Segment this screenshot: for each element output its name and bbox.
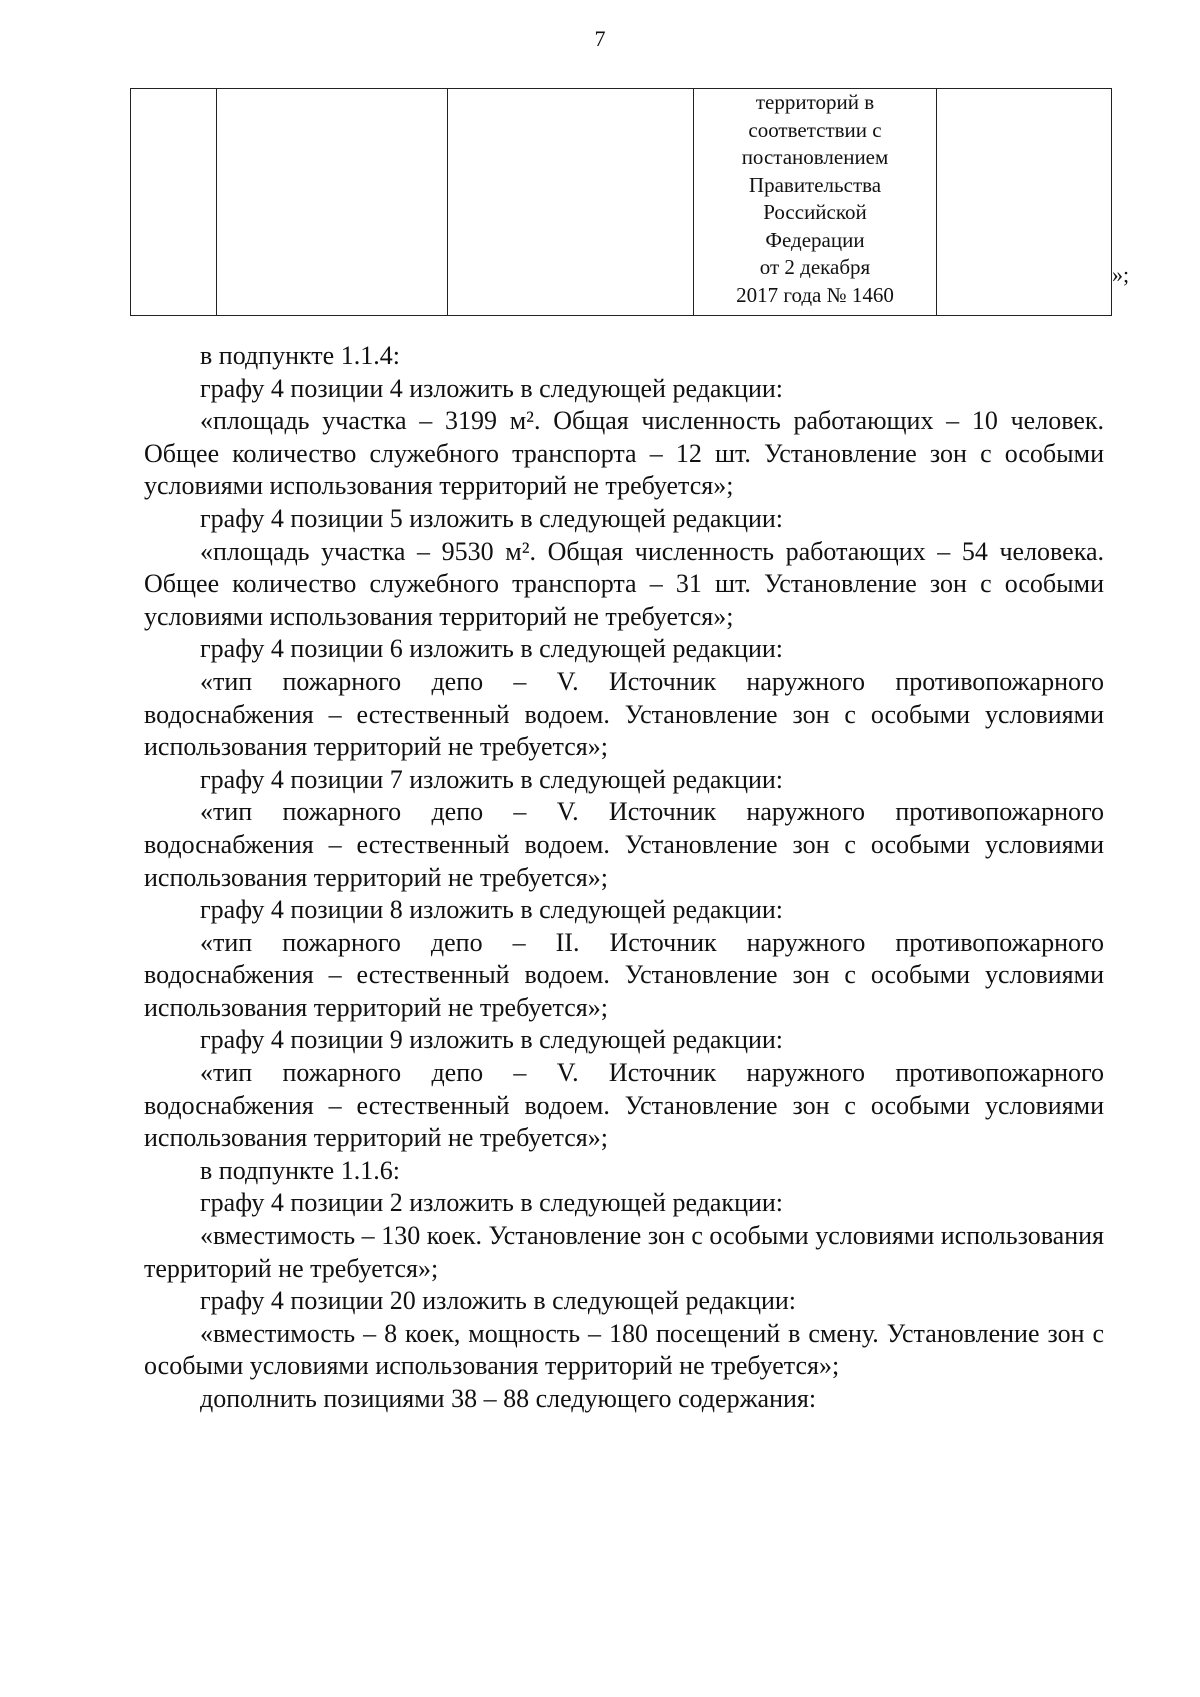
paragraph: графу 4 позиции 4 изложить в следующей редакции: (200, 373, 784, 403)
table-cell-col4 (694, 89, 937, 316)
paragraph: графу 4 позиции 9 изложить в следующей редакции: (200, 1025, 784, 1055)
paragraph: «площадь участка – 9530 м². Общая численность работающих – 54 человека. Общее количество служебного транспорта – 31 шт. Установление зон с особыми условиями использования территорий не требуется»; (144, 536, 1104, 631)
paragraph: «тип пожарного депо – II. Источник наружного противопожарного водоснабжения – естественный водоем. Установление зон с особыми условиями использования территорий не требуется»; (144, 927, 1104, 1022)
amendment-text (144, 340, 1104, 1416)
table-cell-col1 (131, 89, 217, 316)
cell-line: от 2 декабря (759, 255, 871, 279)
paragraph: графу 4 позиции 6 изложить в следующей редакции: (200, 634, 784, 664)
cell-line: Правительства (748, 172, 882, 197)
paragraph: «площадь участка – 3199 м². Общая численность работающих – 10 человек. Общее количество служебного транспорта – 12 шт. Установление зон с особыми условиями использования территорий не требуется»; (144, 406, 1104, 501)
paragraph: графу 4 позиции 5 изложить в следующей редакции: (200, 503, 784, 533)
table-cell-col5 (937, 89, 1112, 316)
table-cell-col3 (448, 89, 694, 316)
cell-line: Российской (763, 200, 867, 224)
paragraph: «вместимость – 8 коек, мощность – 180 посещений в смену. Установление зон с особыми условиями использования территорий не требуется»; (144, 1318, 1104, 1381)
continued-table (130, 88, 1112, 316)
paragraph: графу 4 позиции 7 изложить в следующей редакции: (200, 764, 784, 794)
paragraph: графу 4 позиции 8 изложить в следующей редакции: (200, 895, 784, 925)
paragraph: «тип пожарного депо – V. Источник наружного противопожарного водоснабжения – естественный водоем. Установление зон с особыми условиями использования территорий не требуется»; (144, 666, 1104, 762)
cell-line: постановлением (741, 145, 889, 169)
cell-line: 2017 года № 1460 (736, 282, 894, 307)
paragraph: в подпункте 1.1.4: (200, 341, 400, 370)
table-close-quote: »; (1112, 262, 1130, 287)
cell-line: территорий в (755, 90, 875, 114)
paragraph: графу 4 позиции 20 изложить в следующей редакции: (200, 1286, 797, 1316)
cell-line: Федерации (765, 227, 865, 252)
paragraph: «тип пожарного депо – V. Источник наружного противопожарного водоснабжения – естественный водоем. Установление зон с особыми условиями использования территорий не требуется»; (144, 1058, 1104, 1153)
paragraph: «вместимость – 130 коек. Установление зон с особыми условиями использования территорий не требуется»; (144, 1221, 1104, 1283)
paragraph: в подпункте 1.1.6: (200, 1155, 400, 1185)
table-cell-col2 (217, 89, 448, 316)
paragraph: «тип пожарного депо – V. Источник наружного противопожарного водоснабжения – естественный водоем. Установление зон с особыми условиями использования территорий не требуется»; (144, 797, 1104, 892)
paragraph: дополнить позициями 38 – 88 следующего содержания: (200, 1384, 817, 1413)
paragraph: графу 4 позиции 2 изложить в следующей редакции: (200, 1188, 784, 1218)
page-number: 7 (594, 26, 606, 51)
table-row (131, 89, 1112, 316)
cell-line: соответствии с (748, 117, 882, 142)
